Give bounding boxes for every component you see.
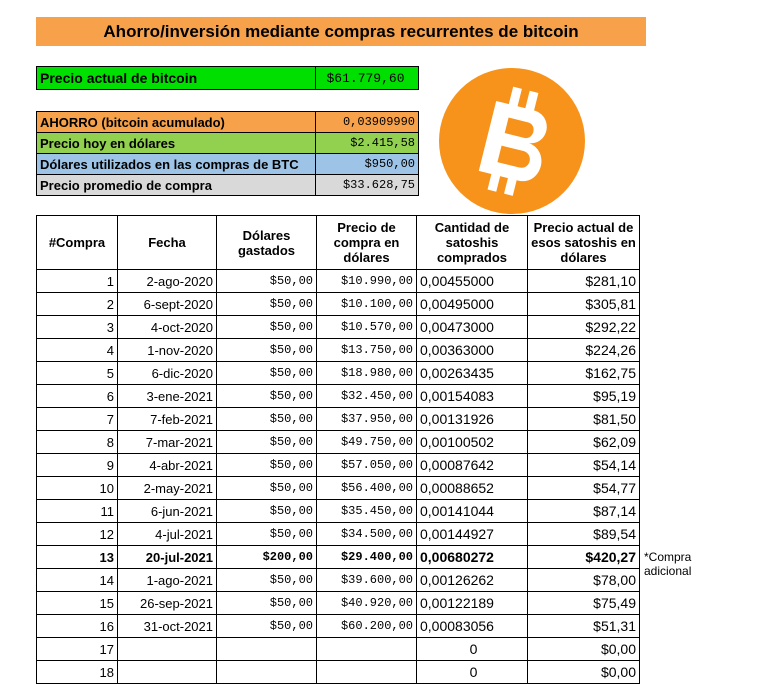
summary-label: Precio promedio de compra (36, 174, 316, 196)
summary-value[interactable]: $33.628,75 (315, 174, 419, 196)
table-cell[interactable]: $13.750,00 (316, 338, 417, 362)
table-cell[interactable]: $54,14 (527, 453, 640, 477)
table-cell[interactable]: 3 (36, 315, 118, 339)
table-cell[interactable]: $40.920,00 (316, 591, 417, 615)
table-cell[interactable]: 0,00083056 (416, 614, 528, 638)
column-header: Dólares gastados (216, 215, 317, 270)
table-cell[interactable]: 4 (36, 338, 118, 362)
table-cell[interactable]: $50,00 (216, 522, 317, 546)
table-cell[interactable]: $50,00 (216, 384, 317, 408)
table-cell[interactable]: $292,22 (527, 315, 640, 339)
table-cell[interactable]: 20-jul-2021 (117, 545, 217, 569)
table-cell[interactable]: $56.400,00 (316, 476, 417, 500)
table-cell[interactable]: 5 (36, 361, 118, 385)
table-cell[interactable]: 14 (36, 568, 118, 592)
table-cell[interactable]: $35.450,00 (316, 499, 417, 523)
table-cell[interactable] (316, 660, 417, 684)
table-cell[interactable]: 0,00363000 (416, 338, 528, 362)
table-cell[interactable]: $49.750,00 (316, 430, 417, 454)
column-header: #Compra (36, 215, 118, 270)
table-cell[interactable]: $57.050,00 (316, 453, 417, 477)
table-cell[interactable]: $50,00 (216, 453, 317, 477)
table-cell[interactable]: 17 (36, 637, 118, 661)
table-cell[interactable] (316, 637, 417, 661)
table-cell[interactable]: 1 (36, 269, 118, 293)
current-price-label: Precio actual de bitcoin (36, 66, 316, 90)
table-cell[interactable]: $18.980,00 (316, 361, 417, 385)
table-cell[interactable]: 31-oct-2021 (117, 614, 217, 638)
table-cell[interactable]: 6 (36, 384, 118, 408)
table-cell[interactable]: $50,00 (216, 338, 317, 362)
summary-value[interactable]: 0,03909990 (315, 111, 419, 133)
table-cell[interactable]: $50,00 (216, 614, 317, 638)
table-cell[interactable]: $10.990,00 (316, 269, 417, 293)
table-cell[interactable]: 3-ene-2021 (117, 384, 217, 408)
column-header: Precio actual de esos satoshis en dólares (527, 215, 640, 270)
table-cell[interactable]: 6-sept-2020 (117, 292, 217, 316)
table-cell[interactable]: 2-may-2021 (117, 476, 217, 500)
table-cell[interactable]: 0,00495000 (416, 292, 528, 316)
table-cell[interactable]: $32.450,00 (316, 384, 417, 408)
table-cell[interactable]: $54,77 (527, 476, 640, 500)
table-cell[interactable]: 9 (36, 453, 118, 477)
current-price-value[interactable]: $61.779,60 (315, 66, 419, 90)
table-cell[interactable]: $420,27 (527, 545, 640, 569)
column-header: Fecha (117, 215, 217, 270)
table-cell[interactable]: $60.200,00 (316, 614, 417, 638)
table-cell[interactable]: $51,31 (527, 614, 640, 638)
table-cell[interactable]: 4-oct-2020 (117, 315, 217, 339)
summary-label: Dólares utilizados en las compras de BTC (36, 153, 316, 175)
table-cell[interactable] (117, 660, 217, 684)
table-cell[interactable] (216, 660, 317, 684)
summary-value[interactable]: $950,00 (315, 153, 419, 175)
table-cell[interactable]: 0,00680272 (416, 545, 528, 569)
table-cell[interactable]: $75,49 (527, 591, 640, 615)
table-cell[interactable]: $162,75 (527, 361, 640, 385)
table-cell[interactable]: 11 (36, 499, 118, 523)
table-cell[interactable]: 0,00455000 (416, 269, 528, 293)
table-cell[interactable]: 0,00122189 (416, 591, 528, 615)
table-cell[interactable]: $29.400,00 (316, 545, 417, 569)
table-cell[interactable]: $39.600,00 (316, 568, 417, 592)
table-cell[interactable]: 15 (36, 591, 118, 615)
table-cell[interactable] (216, 637, 317, 661)
table-cell[interactable]: $62,09 (527, 430, 640, 454)
table-cell[interactable]: 0,00126262 (416, 568, 528, 592)
summary-value[interactable]: $2.415,58 (315, 132, 419, 154)
table-cell[interactable]: $50,00 (216, 476, 317, 500)
table-cell[interactable]: 7 (36, 407, 118, 431)
table-cell[interactable]: $78,00 (527, 568, 640, 592)
table-cell[interactable]: $10.570,00 (316, 315, 417, 339)
table-cell[interactable]: 18 (36, 660, 118, 684)
table-cell[interactable]: 13 (36, 545, 118, 569)
table-cell[interactable]: $50,00 (216, 430, 317, 454)
column-header: Cantidad de satoshis comprados (416, 215, 528, 270)
table-cell[interactable]: $87,14 (527, 499, 640, 523)
table-cell[interactable]: $34.500,00 (316, 522, 417, 546)
table-cell[interactable]: $50,00 (216, 407, 317, 431)
table-cell[interactable]: $50,00 (216, 361, 317, 385)
table-cell[interactable]: 7-mar-2021 (117, 430, 217, 454)
column-header: Precio de compra en dólares (316, 215, 417, 270)
table-cell[interactable]: $95,19 (527, 384, 640, 408)
table-cell[interactable]: $50,00 (216, 315, 317, 339)
table-cell[interactable]: 2 (36, 292, 118, 316)
table-cell[interactable]: 4-jul-2021 (117, 522, 217, 546)
table-cell[interactable]: $50,00 (216, 568, 317, 592)
table-cell[interactable]: 6-jun-2021 (117, 499, 217, 523)
table-cell[interactable]: 0,00088652 (416, 476, 528, 500)
bitcoin-logo-icon (437, 66, 587, 216)
table-cell[interactable]: 0,00141044 (416, 499, 528, 523)
table-cell[interactable]: 6-dic-2020 (117, 361, 217, 385)
table-cell[interactable]: $200,00 (216, 545, 317, 569)
table-cell[interactable]: 0,00087642 (416, 453, 528, 477)
table-cell[interactable]: $50,00 (216, 591, 317, 615)
table-cell[interactable] (117, 637, 217, 661)
summary-label: AHORRO (bitcoin acumulado) (36, 111, 316, 133)
table-cell[interactable]: 0 (416, 660, 528, 684)
table-cell[interactable]: 0,00154083 (416, 384, 528, 408)
table-cell[interactable]: 16 (36, 614, 118, 638)
table-cell[interactable]: 0,00144927 (416, 522, 528, 546)
table-cell[interactable]: 8 (36, 430, 118, 454)
sheet-title: Ahorro/inversión mediante compras recurrentes de bitcoin (36, 17, 646, 46)
table-cell[interactable]: $37.950,00 (316, 407, 417, 431)
table-cell[interactable]: 12 (36, 522, 118, 546)
table-cell[interactable]: $50,00 (216, 292, 317, 316)
table-cell[interactable]: $50,00 (216, 499, 317, 523)
table-cell[interactable]: 2-ago-2020 (117, 269, 217, 293)
table-cell[interactable]: 10 (36, 476, 118, 500)
table-cell[interactable]: 26-sep-2021 (117, 591, 217, 615)
table-cell[interactable]: 0,00263435 (416, 361, 528, 385)
table-cell[interactable]: 4-abr-2021 (117, 453, 217, 477)
table-cell[interactable]: 0,00473000 (416, 315, 528, 339)
table-cell[interactable]: $10.100,00 (316, 292, 417, 316)
table-cell[interactable]: 0 (416, 637, 528, 661)
table-cell[interactable]: 1-nov-2020 (117, 338, 217, 362)
table-cell[interactable]: $281,10 (527, 269, 640, 293)
summary-label: Precio hoy en dólares (36, 132, 316, 154)
table-cell[interactable]: $305,81 (527, 292, 640, 316)
additional-purchase-note: *Compra adicional (644, 550, 692, 578)
table-cell[interactable]: 1-ago-2021 (117, 568, 217, 592)
table-cell[interactable]: 0,00131926 (416, 407, 528, 431)
table-cell[interactable]: 7-feb-2021 (117, 407, 217, 431)
table-cell[interactable]: $0,00 (527, 637, 640, 661)
table-cell[interactable]: $0,00 (527, 660, 640, 684)
table-cell[interactable]: $224,26 (527, 338, 640, 362)
table-cell[interactable]: 0,00100502 (416, 430, 528, 454)
table-cell[interactable]: $81,50 (527, 407, 640, 431)
table-cell[interactable]: $89,54 (527, 522, 640, 546)
table-cell[interactable]: $50,00 (216, 269, 317, 293)
